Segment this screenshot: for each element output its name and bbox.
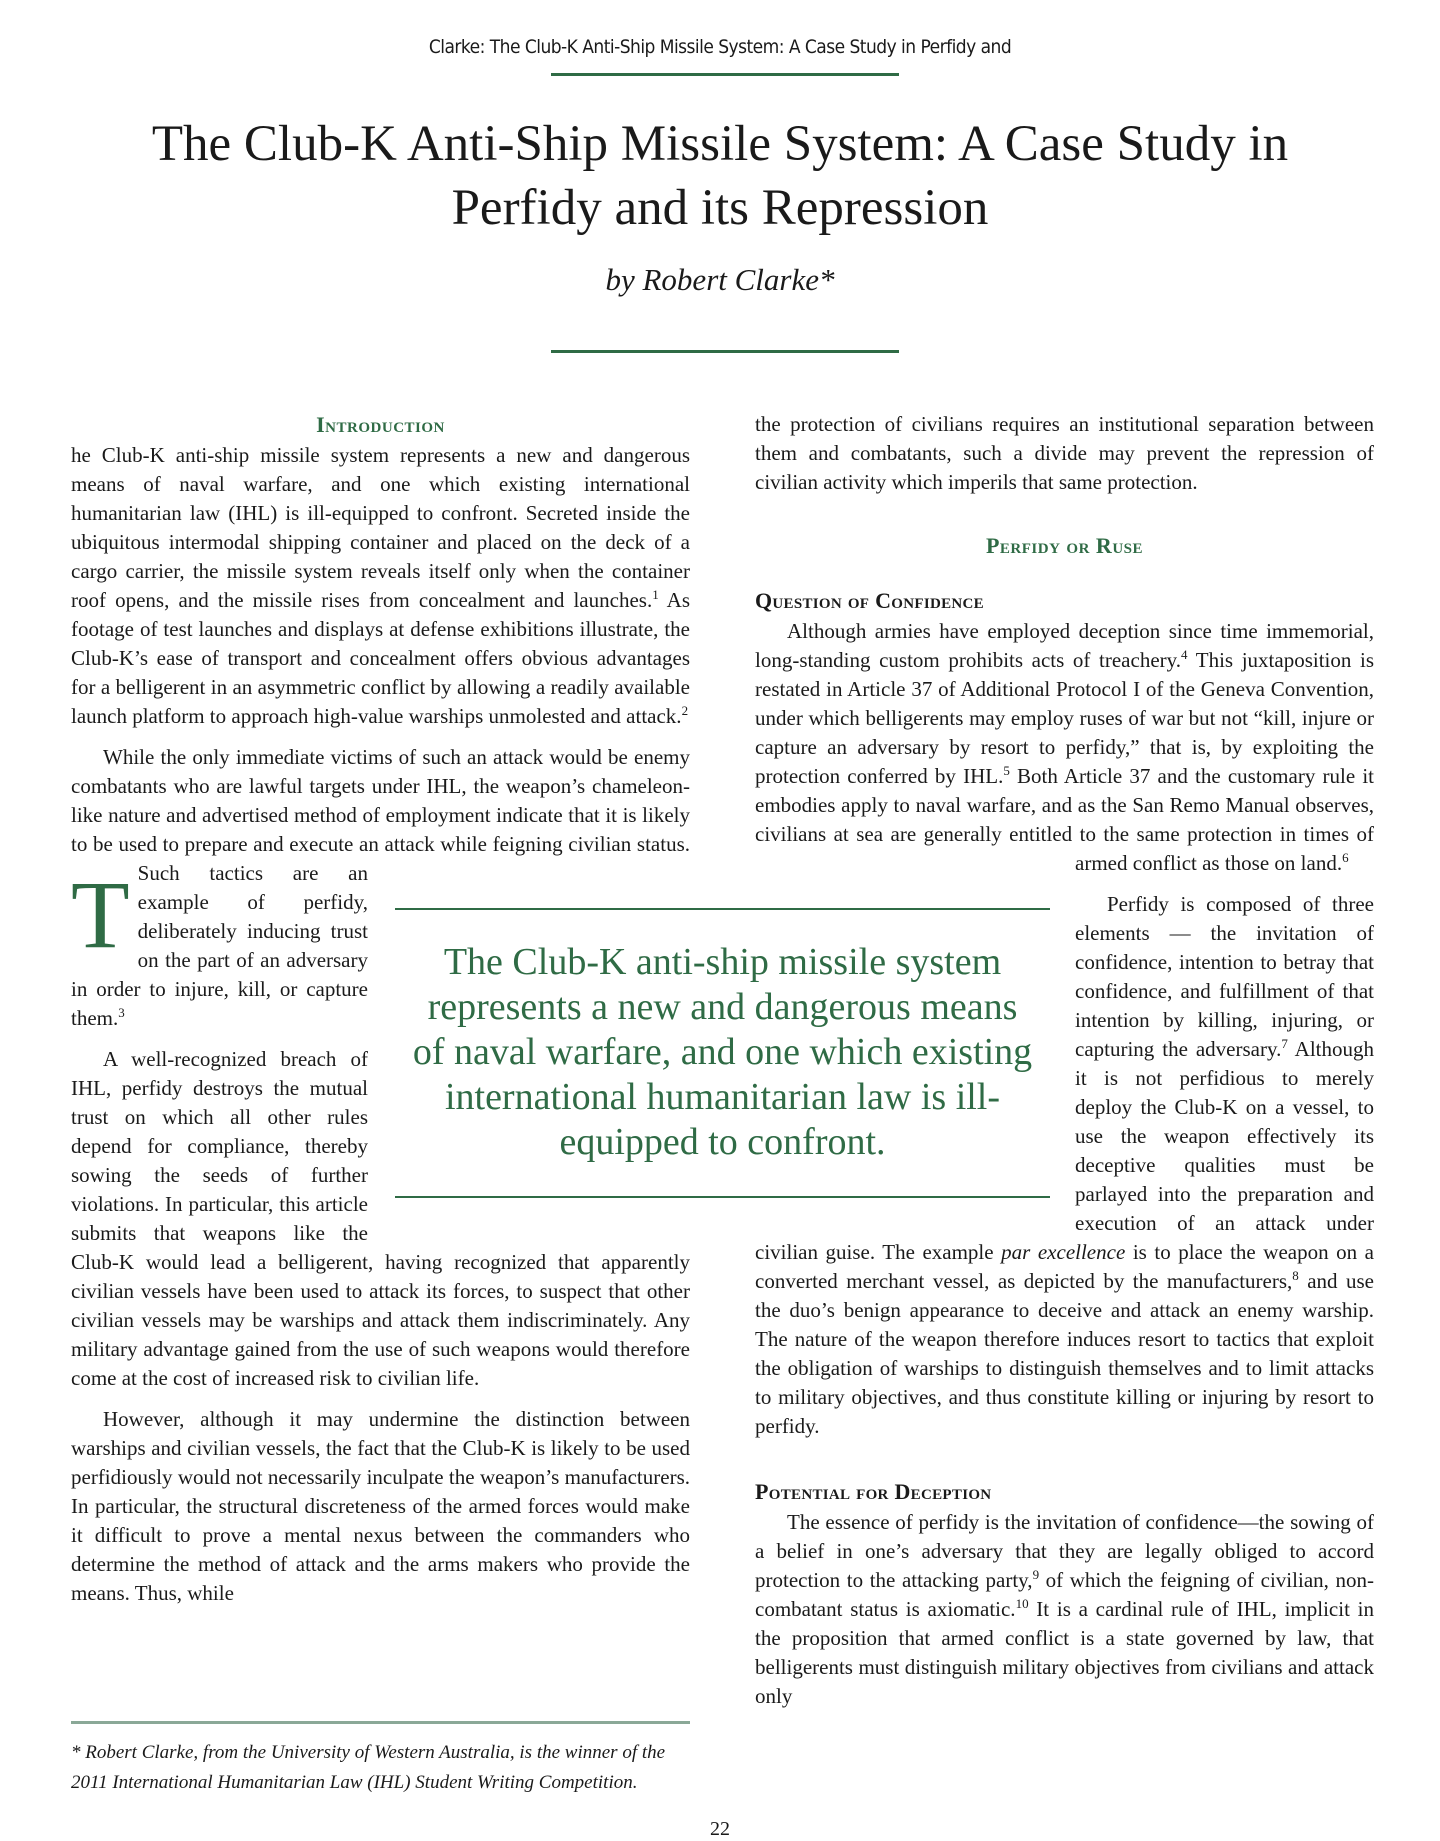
footnote-reference: 4 xyxy=(1181,647,1188,662)
footnote-reference: 5 xyxy=(1003,763,1010,778)
drop-cap: T xyxy=(71,861,130,968)
title-line-2: Perfidy and its Repression xyxy=(451,180,989,236)
footnote-reference: 8 xyxy=(1292,1268,1299,1283)
text-run: The essence of perfidy is the invitation of confidence—the sowing of a belief in one’s adversary that they are legally obliged to accord protection to the attacking party, xyxy=(755,1510,1374,1592)
section-heading-introduction: Introduction xyxy=(316,412,445,437)
text-run: A well-recognized breach of IHL, perfidy destroys the mutual trust on which all other rules depend for compliance, thereby sowing the seeds of further violations. In particular, this article submits that weapons like the Club-K would lead a belligerent, having recognized that apparently civilian vessels have been used to attack its forces, to suspect that other civilian vessels may be warships and attack them indiscriminately. Any military advantage gained from the use of such weapons would therefore come at the cost of increased risk to civilian life. xyxy=(71,1047,690,1390)
paragraph xyxy=(755,410,1374,497)
text-run: Perfidy is composed of three elements — the invitation of confidence, intention to betray that confidence, and fulfillment of that intention by killing, injuring, or capturing the adversary. xyxy=(1075,892,1374,1061)
paragraph-text xyxy=(71,443,690,728)
footnote-reference: 7 xyxy=(1281,1036,1288,1051)
text-run: Although it is not perfidious to merely deploy the Club-K on a vessel, to use the weapon effectively its deceptive qualities must be parlayed into the preparation and execution of an attack under civilian guise. The example xyxy=(755,1037,1374,1264)
footnote-reference: 2 xyxy=(681,703,689,718)
title-rule xyxy=(551,350,899,353)
paragraph-text xyxy=(71,1407,690,1605)
pull-quote-rule-bottom xyxy=(395,1196,1050,1198)
text-run: Both Article 37 and the customary rule it embodies apply to naval warfare, and as the San Remo Manual observes, civilians at sea are generally entitled to the same protection in times of armed conflict as those on land. xyxy=(755,764,1374,875)
page-number: 22 xyxy=(710,1818,730,1840)
text-run: and use the duo’s benign appearance to deceive and attack an enemy warship. The nature of the weapon therefore induces resort to tactics that exploit the obligation of warships to distinguish themselves and to limit attacks to military objectives, and thus constitute killing or injuring by resort to perfidy. xyxy=(755,1269,1374,1438)
text-run: he Club-K anti-ship missile system represents a new and dangerous means of naval warfare, and one which existing international humanitarian law (IHL) is ill-equipped to confront. Secreted inside the ubiquitous intermodal shipping container and placed on the deck of a cargo carrier, the missile system reveals itself only when the container roof opens, and the missile rises from concealment and launches. xyxy=(71,443,690,612)
pull-quote-rule-top xyxy=(395,908,1050,910)
text-run: It is a cardinal rule of IHL, implicit in the proposition that armed conflict is a state governed by law, that belligerents must distinguish military objectives from civilians and attack only xyxy=(755,1597,1374,1708)
article-title xyxy=(80,112,1360,240)
paragraph-text xyxy=(755,412,1374,494)
header-rule xyxy=(551,73,899,76)
subheading-potential-for-deception: Potential for Deception xyxy=(755,1479,992,1504)
footnote-reference: 1 xyxy=(652,587,659,602)
italic-text: par excellence xyxy=(1001,1240,1126,1264)
text-run: of which the feigning of civilian, non-combatant status is axiomatic. xyxy=(755,1568,1374,1621)
paragraph-text xyxy=(755,619,1374,875)
text-run: However, although it may undermine the distinction between warships and civilian vessels, the fact that the Club-K is likely to be used perfidiously would not necessarily inculpate the weapon’s manufacturers. In particular, the structural discreteness of the armed forces would make it difficult to prove a mental nexus between the commanders who determine the method of attack and the arms makers who provide the means. Thus, while xyxy=(71,1407,690,1605)
text-run: While the only immediate victims of such an attack would be enemy combatants who are lawful targets under IHL, the weapon’s chameleon-like nature and advertised method of employment indicate that it is likely to be used to prepare and execute an attack while feigning civilian status. Such tactics are an example of perfidy, deliberately inducing trust on the part of an adversary in order to injure, kill, or capture them. xyxy=(71,745,690,1030)
footnote-reference: 9 xyxy=(1032,1567,1040,1582)
paragraph xyxy=(71,1405,690,1608)
text-run: As footage of test launches and displays at defense exhibitions illustrate, the Club-K’s ease of transport and concealment offers obvious advantages for a belligerent in an asymmetric conflict by allowing a readily available launch platform to approach high-value warships unmolested and attack. xyxy=(71,588,690,728)
byline: by Robert Clarke* xyxy=(605,262,835,297)
text-run: Although armies have employed deception since time immemorial, long-standing custom prohibits acts of treachery. xyxy=(755,619,1374,672)
footnote-reference: 3 xyxy=(118,1005,125,1020)
subheading-question-of-confidence: Question of Confidence xyxy=(755,588,984,613)
footnote-reference: 6 xyxy=(1342,850,1349,865)
title-line-1: The Club-K Anti-Ship Missile System: A Case Study in xyxy=(151,116,1289,172)
paragraph-text xyxy=(755,1510,1374,1708)
footnote-rule xyxy=(71,1721,690,1724)
pull-quote-text: The Club-K anti-ship missile system represents a new and dangerous means of naval warfare, and one which existing international humanitarian law is ill-equipped to confront. xyxy=(412,941,1033,1163)
author-footnote: * Robert Clarke, from the University of Western Australia, is the winner of the 2011 International Humanitarian Law (IHL) Student Writing Competition. xyxy=(71,1742,666,1793)
text-run: This juxtaposition is restated in Article 37 of Additional Protocol I of the Geneva Convention, under which belligerents may employ ruses of war but not “kill, injure or capture an adversary by resort to perfidy,” that is, by exploiting the protection conferred by IHL. xyxy=(755,648,1374,788)
text-run: is to place the weapon on a converted merchant vessel, as depicted by the manufacturers, xyxy=(755,1240,1375,1293)
running-header: Clarke: The Club-K Anti-Ship Missile System: A Case Study in Perfidy and xyxy=(428,36,1012,58)
paragraph xyxy=(755,617,1374,878)
footnote-reference: 10 xyxy=(1015,1596,1029,1611)
paragraph xyxy=(755,1508,1374,1711)
section-heading-perfidy-or-ruse: Perfidy or Ruse xyxy=(985,533,1143,558)
text-run: the protection of civilians requires an institutional separation between them and combatants, such a divide may prevent the repression of civilian activity which imperils that same protection. xyxy=(755,412,1374,494)
pull-quote xyxy=(395,908,1050,1198)
